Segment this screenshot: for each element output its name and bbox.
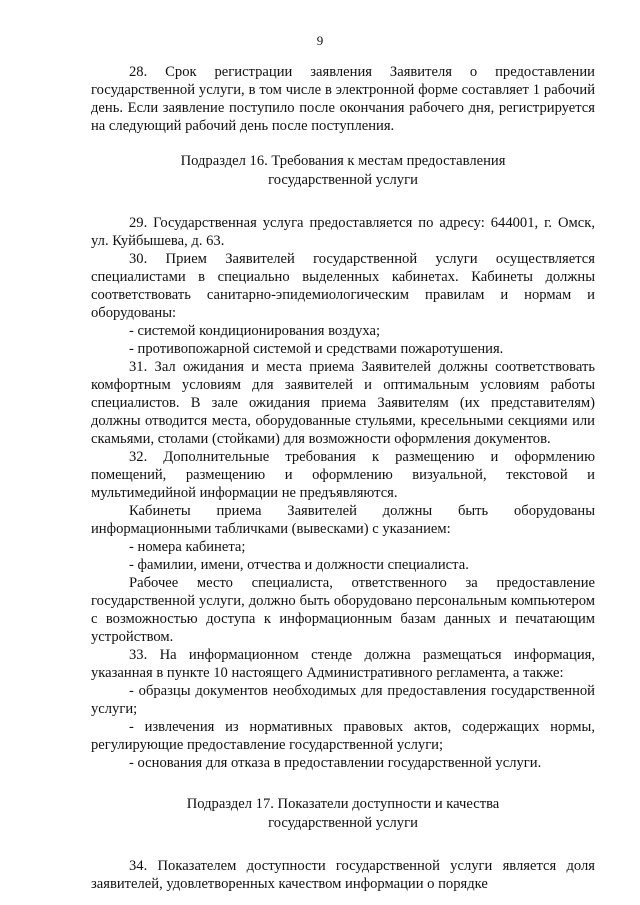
subsection-16-heading-line2: государственной услуги (268, 172, 418, 188)
list-item: - номера кабинета; (129, 539, 246, 555)
subsection-17-heading (91, 795, 595, 833)
paragraph-32-workplace: Рабочее место специалиста, ответственного за предоставление государственной услуги, должно быть оборудовано персональным компьютером с возможностью доступа к информационным базам данных и печатающим устройством. (91, 575, 595, 645)
subsection-16-heading-line1: Подраздел 16. Требования к местам предоставления (180, 153, 506, 169)
paragraph-34: 34. Показателем доступности государственной услуги является доля заявителей, удовлетворенных качеством информации о порядке (91, 858, 595, 892)
paragraph-28: 28. Срок регистрации заявления Заявителя о предоставлении государственной услуги, в том числе в электронной форме составляет 1 рабочий день. Если заявление поступило после окончания рабочего дня, регистрируется на следующий рабочий день после поступления. (91, 64, 595, 134)
list-item: - извлечения из нормативных правовых актов, содержащих нормы, регулирующие предоставление государственной услуги; (91, 719, 595, 753)
paragraph-30: 30. Прием Заявителей государственной услуги осуществляется специалистами в специально выделенных кабинетах. Кабинеты должны соответствовать санитарно-эпидемиологическим правилам и нормам и оборудованы: (91, 251, 595, 321)
page-number: 9 (316, 33, 324, 48)
list-item: - системой кондиционирования воздуха; (129, 323, 381, 339)
paragraph-31: 31. Зал ожидания и места приема Заявителей должны соответствовать комфортным условиям для заявителей и оптимальным условиям работы специалистов. В зале ожидания приема Заявителям (их представителям) должны отводится места, оборудованные стульями, кресельными секциями или скамьями, столами (стойками) для возможности оформления документов. (91, 359, 595, 447)
list-item: - образцы документов необходимых для предоставления государственной услуги; (91, 683, 595, 717)
list-item: - противопожарной системой и средствами пожаротушения. (129, 341, 504, 357)
paragraph-29: 29. Государственная услуга предоставляется по адресу: 644001, г. Омск, ул. Куйбышева, д. 63. (91, 215, 595, 249)
subsection-17-heading-line2: государственной услуги (268, 815, 418, 831)
list-item: - основания для отказа в предоставлении государственной услуги. (129, 755, 542, 771)
list-item: - фамилии, имени, отчества и должности специалиста. (129, 557, 469, 573)
document-body (91, 63, 595, 893)
subsection-16-heading (91, 152, 595, 190)
paragraph-33: 33. На информационном стенде должна размещаться информация, указанная в пункте 10 настоящего Административного регламента, а также: (91, 647, 595, 681)
paragraph-32: 32. Дополнительные требования к размещению и оформлению помещений, размещению и оформлению визуальной, текстовой и мультимедийной информации не предъявляются. (91, 449, 595, 501)
subsection-17-heading-line1: Подраздел 17. Показатели доступности и качества (186, 796, 500, 812)
paragraph-32-cabinets: Кабинеты приема Заявителей должны быть оборудованы информационными табличками (вывесками) с указанием: (91, 503, 595, 537)
